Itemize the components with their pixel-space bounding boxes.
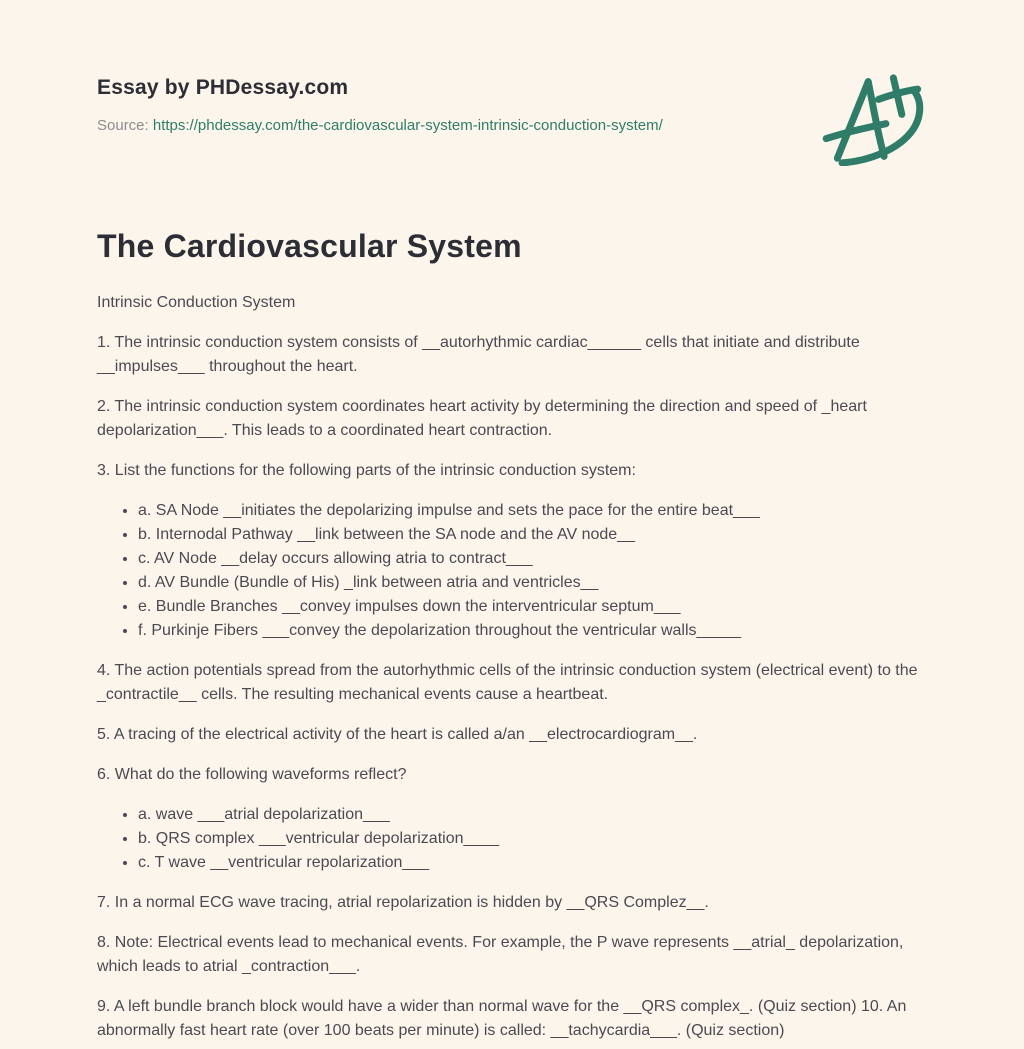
logo-a-right-stroke [868,82,884,157]
list-item: • e. Bundle Branches __convey impulses down the interventricular septum___ [138,595,927,619]
paragraph: 2. The intrinsic conduction system coordinates heart activity by determining the direction and speed of _heart depolarization___. This leads to a coordinated heart contraction. [97,398,867,439]
paragraph: 7. In a normal ECG wave tracing, atrial repolarization is hidden by __QRS Complez__. [97,894,709,911]
list-item: • a. wave ___atrial depolarization___ [138,803,927,827]
list-item: • c. T wave __ventricular repolarization___ [138,851,927,875]
aplus-logo-icon [815,72,927,166]
answer-list [97,803,927,875]
header [97,72,927,166]
source-line [97,117,663,134]
list-item: • a. SA Node __initiates the depolarizing impulse and sets the pace for the entire beat___ [138,499,927,523]
source-label: Source: [97,117,149,134]
list-item: • f. Purkinje Fibers ___convey the depolarization throughout the ventricular walls_____ [138,619,927,643]
list-item: • b. Internodal Pathway __link between the SA node and the AV node__ [138,523,927,547]
paragraph: 5. A tracing of the electrical activity of the heart is called a/an __electrocardiogram__. [97,726,698,743]
paragraph: 4. The action potentials spread from the autorhythmic cells of the intrinsic conduction system (electrical event) to the _contractile__ cells. The resulting mechanical events cause a heartbeat. [97,662,918,703]
paragraph: 6. What do the following waveforms reflect? [97,766,407,783]
list-item: • b. QRS complex ___ventricular depolarization____ [138,827,927,851]
paragraph: 9. A left bundle branch block would have a wider than normal wave for the __QRS complex_. (Quiz section) 10. An abnormally fast heart rate (over 100 beats per minute) is called: __tachycardia___. (Quiz section) [97,998,907,1039]
essay-body [97,291,927,1043]
source-link[interactable]: https://phdessay.com/the-cardiovascular-system-intrinsic-conduction-system/ [152,117,663,134]
essay-page [97,0,927,1043]
logo-a-left-stroke [837,82,868,159]
header-text [97,72,663,134]
essay-subtitle: Intrinsic Conduction System [97,294,296,311]
paragraph: 1. The intrinsic conduction system consists of __autorhythmic cardiac______ cells that initiate and distribute __impulses___ throughout the heart. [97,334,860,375]
brand-title: Essay by PHDessay.com [97,76,349,99]
answer-list [97,499,927,643]
paragraph: 3. List the functions for the following parts of the intrinsic conduction system: [97,462,636,479]
list-item: • d. AV Bundle (Bundle of His) _link between atria and ventricles__ [138,571,927,595]
list-item: • c. AV Node __delay occurs allowing atria to contract___ [138,547,927,571]
paragraph: 8. Note: Electrical events lead to mechanical events. For example, the P wave represents __atrial_ depolarization, which leads to atrial _contraction___. [97,934,904,975]
page-title: The Cardiovascular System [97,228,522,264]
